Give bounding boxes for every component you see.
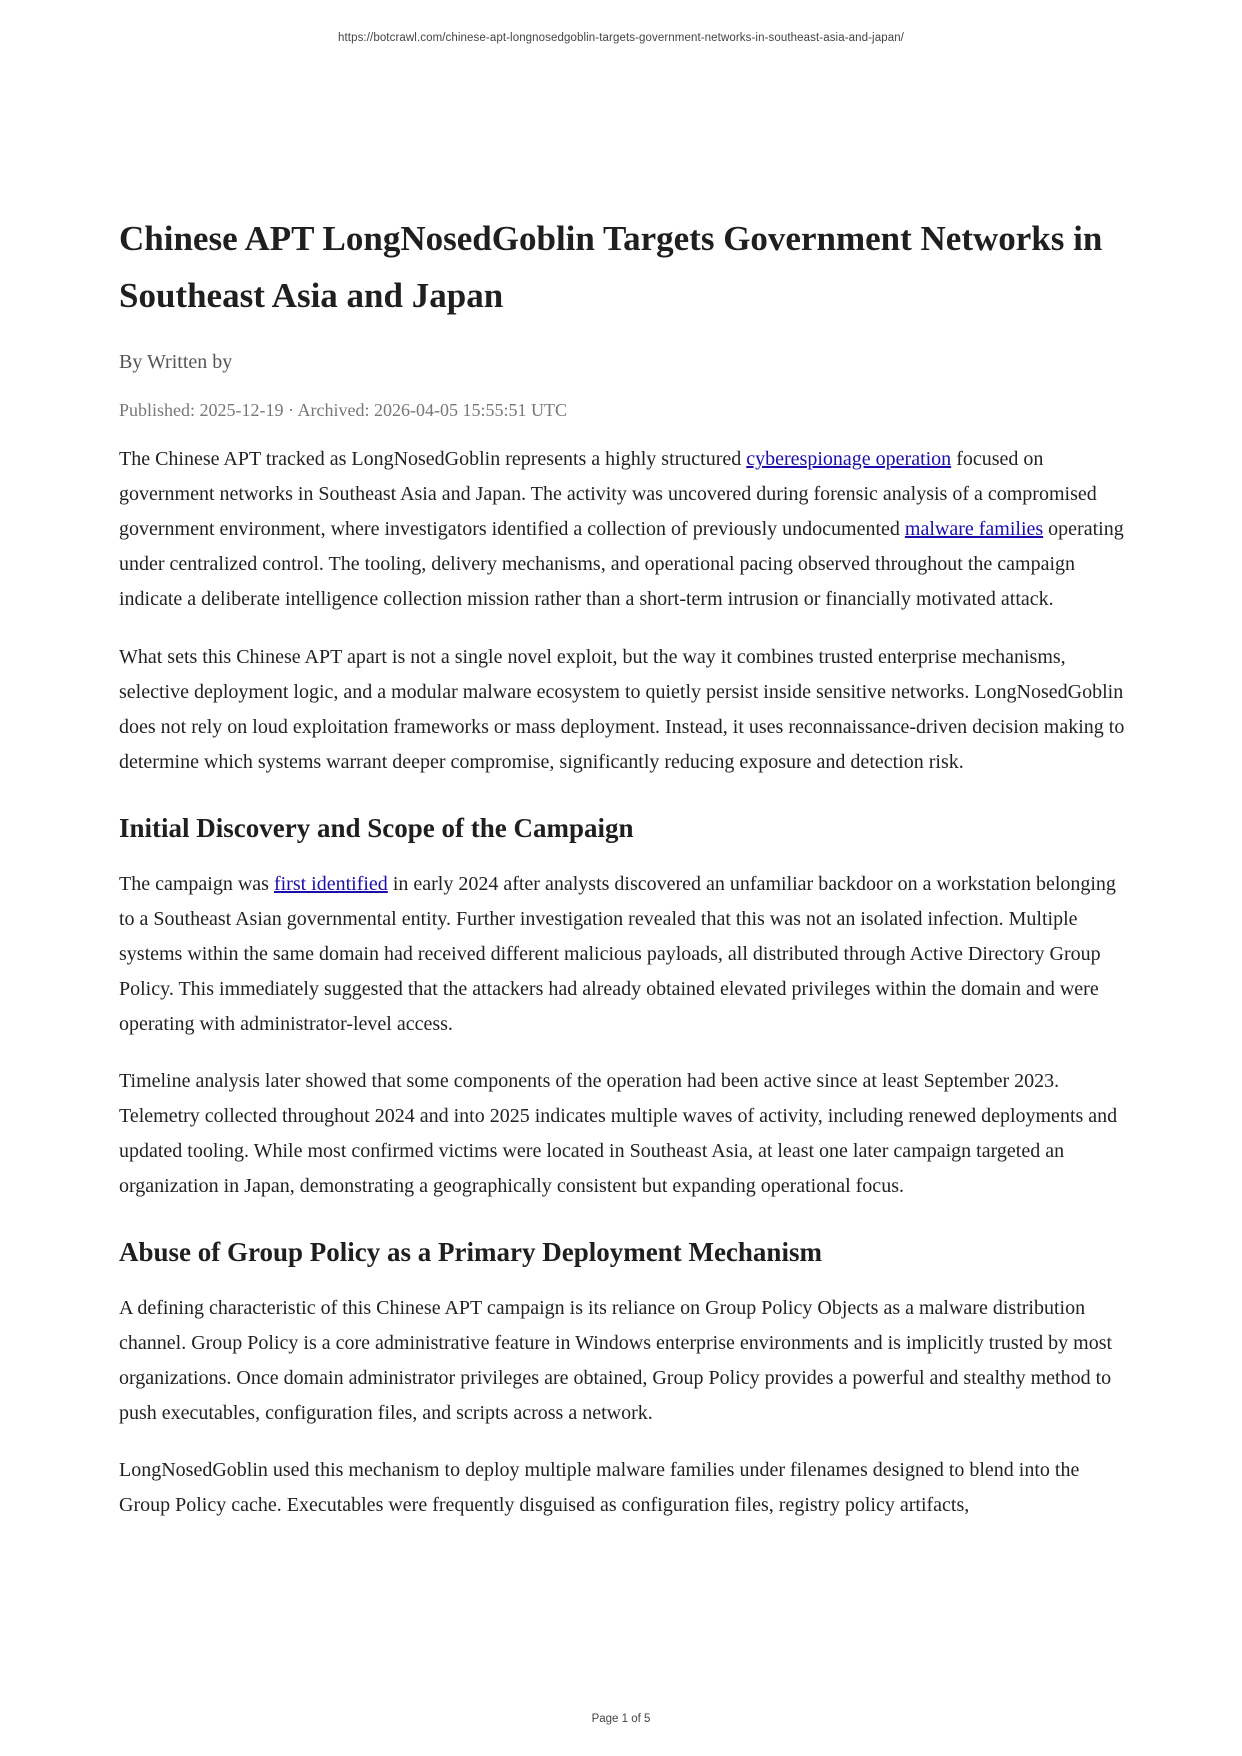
- text-run: The Chinese APT tracked as LongNosedGoblin represents a highly structured: [119, 448, 747, 470]
- intro-paragraph-2: What sets this Chinese APT apart is not a single novel exploit, but the way it combines trusted enterprise mechanisms, selective deployment logic, and a modular malware ecosystem to quietly persist inside sensitive networks. LongNosedGoblin does not rely on loud exploitation frameworks or mass deployment. Instead, it uses reconnaissance-driven decision making to determine which systems warrant deeper compromise, significantly reducing exposure and detection risk.: [119, 646, 1125, 773]
- text-run: in early 2024 after analysts discovered an unfamiliar backdoor on a workstation belonging to a Southeast Asian governmental entity. Further investigation revealed that this was not an isolated infection. Multiple systems within the same domain had received different malicious payloads, all distributed through Active Directory Group Policy. This immediately suggested that the attackers had already obtained elevated privileges within the domain and were operating with administrator-level access.: [119, 873, 1116, 1035]
- publish-meta: Published: 2025-12-19 · Archived: 2026-04-05 15:55:51 UTC: [119, 400, 567, 420]
- text-run: operating under centralized control. The tooling, delivery mechanisms, and operational pacing observed throughout the campaign indicate a deliberate intelligence collection mission rather than a short-term intrusion or financially motivated attack.: [119, 518, 1124, 610]
- group-policy-paragraph-2: LongNosedGoblin used this mechanism to deploy multiple malware families under filenames designed to blend into the Group Policy cache. Executables were frequently disguised as configuration files, registry policy artifacts,: [119, 1459, 1080, 1516]
- section-heading-initial-discovery: Initial Discovery and Scope of the Campaign: [119, 813, 634, 843]
- intro-paragraph-1: [119, 442, 1129, 617]
- first-identified-link[interactable]: first identified: [273, 873, 388, 895]
- article-title: Chinese APT LongNosedGoblin Targets Government Networks in Southeast Asia and Japan: [119, 219, 1103, 315]
- text-run: The campaign was: [119, 873, 274, 895]
- malware-families-link[interactable]: malware families: [904, 518, 1044, 540]
- group-policy-paragraph-1: A defining characteristic of this Chinese APT campaign is its reliance on Group Policy Objects as a malware distribution channel. Group Policy is a core administrative feature in Windows enterprise environments and is implicitly trusted by most organizations. Once domain administrator privileges are obtained, Group Policy provides a powerful and stealthy method to push executables, configuration files, and scripts across a network.: [119, 1297, 1113, 1424]
- text-run: focused on government networks in Southeast Asia and Japan. The activity was uncovered during forensic analysis of a compromised government environment, where investigators identified a collection of previously undocumented: [119, 448, 1097, 540]
- cyberespionage-operation-link[interactable]: cyberespionage operation: [746, 448, 952, 470]
- article: [119, 210, 1129, 1523]
- byline: By Written by: [119, 351, 233, 373]
- section-heading-group-policy: Abuse of Group Policy as a Primary Deployment Mechanism: [119, 1237, 822, 1267]
- discovery-paragraph-1: [119, 867, 1129, 1042]
- discovery-paragraph-2: Timeline analysis later showed that some components of the operation had been active since at least September 2023. Telemetry collected throughout 2024 and into 2025 indicates multiple waves of activity, including renewed deployments and updated tooling. While most confirmed victims were located in Southeast Asia, at least one later campaign targeted an organization in Japan, demonstrating a geographically consistent but expanding operational focus.: [119, 1070, 1118, 1197]
- page-number: Page 1 of 5: [591, 1713, 651, 1725]
- page-url-header: https://botcrawl.com/chinese-apt-longnosedgoblin-targets-government-networks-in-southeast-asia-and-japan/: [338, 32, 904, 44]
